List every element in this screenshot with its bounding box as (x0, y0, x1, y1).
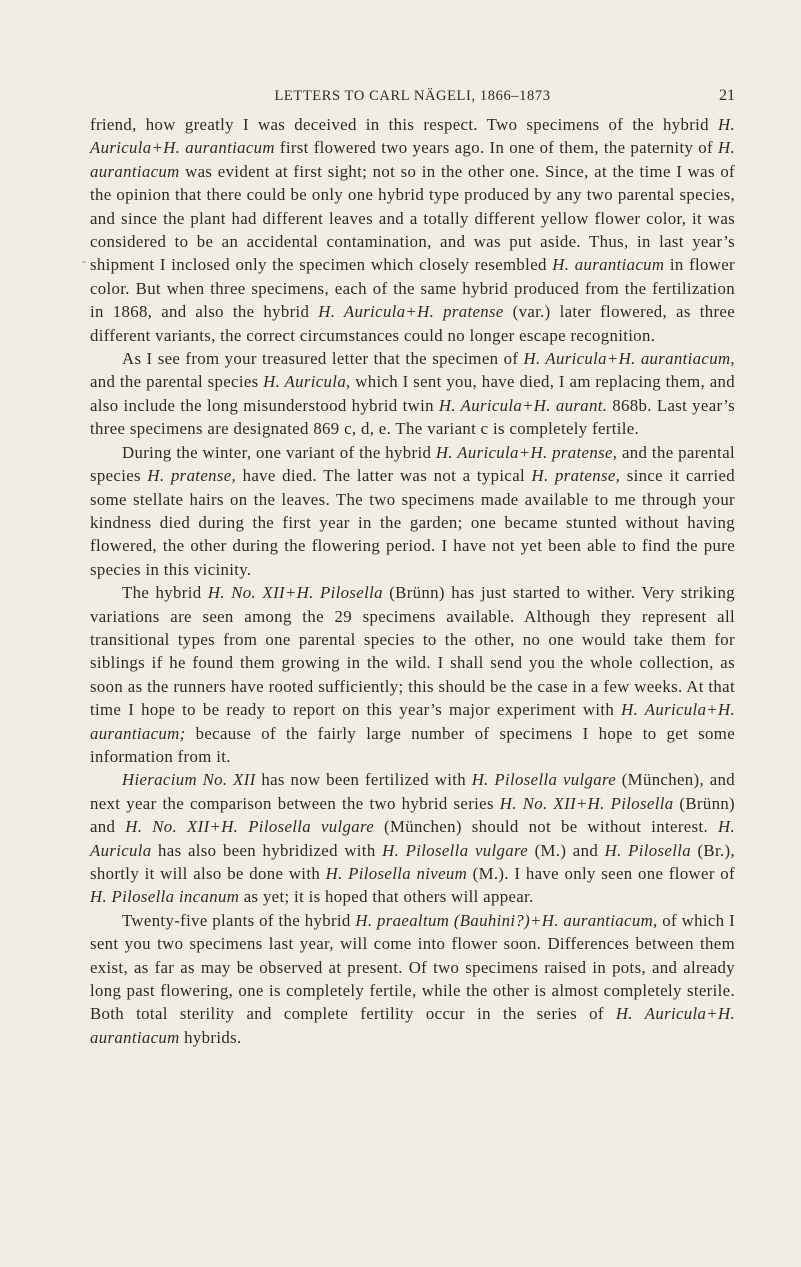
italic-taxon-name: H. aurantiacum (90, 138, 735, 181)
italic-taxon-name: H. pratense, (531, 466, 621, 486)
italic-taxon-name: H. pratense, (147, 466, 237, 486)
italic-taxon-name: H. Auricula+H. pratense, (435, 442, 618, 462)
text-run: was evident at first sight; not so in the other one. Since, at the time I was of the opinion that there could be only one hybrid type produced by any two parental species, and since the plant had different leaves and a totally different yellow flower color, it was considered to be an accidental contamination, and was put aside. Thus, in last year’s shipment I inclosed only the specimen which closely resembled (90, 161, 735, 275)
text-run: and the parental species (90, 372, 264, 392)
text-run: 868b. Last year’s three specimens are designated 869 c, d, e. The variant c is completely fertile. (90, 395, 735, 439)
page-number: 21 (719, 87, 735, 104)
text-run: of which I sent you two specimens last year, will come into flower soon. Differences between them exist, as far as may be observed at present. Of two specimens raised in pots, and already long past flowering, one is completely fertile, while the other is almost completely sterile. Both total sterility and complete fertility occur in the series of (90, 910, 736, 1024)
text-run: (München) should not be without interest. (374, 817, 718, 837)
text-run: in flower color. But when three specimens, each of the same hybrid produced from the fertilization in 1868, and also the hybrid (90, 255, 735, 322)
paragraph (90, 347, 735, 441)
italic-taxon-name: H. Auricula+H. aurantiacum (90, 115, 735, 158)
text-run: (M.) and (528, 840, 605, 860)
italic-taxon-name: H. Auricula (90, 817, 735, 860)
text-run: (München), and next year the comparison between the two hybrid series (90, 770, 735, 813)
paragraph (90, 113, 735, 347)
text-run: During the winter, one variant of the hybrid (122, 442, 436, 462)
text-run: As I see from your treasured letter that the specimen of (122, 349, 524, 369)
italic-taxon-name: H. Pilosella vulgare (471, 770, 617, 790)
body-text (90, 113, 735, 1049)
italic-taxon-name: H. Auricula+H. aurantiacum (90, 1004, 735, 1047)
text-run: and the parental species (90, 442, 736, 486)
paragraph (90, 581, 735, 768)
italic-taxon-name: H. Auricula+H. pratense (318, 302, 504, 322)
text-run: hybrids. (179, 1027, 242, 1047)
italic-taxon-name: Hieracium No. XII (122, 770, 256, 790)
text-run: (Brünn) and (90, 793, 735, 837)
text-run: (var.) later flowered, as three different variants, the correct circumstances could no longer escape recognition. (90, 302, 735, 345)
page-header (90, 88, 735, 112)
text-run: has now been fertilized with (255, 770, 472, 790)
text-run: (Br.), shortly it will also be done with (90, 840, 736, 883)
italic-taxon-name: H. No. XII+H. Pilosella (499, 793, 674, 813)
italic-taxon-name: H. No. XII+H. Pilosella vulgare (125, 817, 375, 837)
text-run: since it carried some stellate hairs on the leaves. The two specimens made available to me through your kindness died during the first year in the garden; one became stunted without having flowered, the other during the flowering period. I have not yet been able to find the pure species in this vicinity. (90, 466, 735, 579)
text-run: The hybrid (122, 583, 208, 603)
paragraph (90, 909, 735, 1049)
italic-taxon-name: H. Auricula+H. aurantiacum, (523, 349, 735, 369)
margin-speck: - (82, 254, 86, 268)
italic-taxon-name: H. No. XII+H. Pilosella (207, 583, 383, 603)
text-run: because of the fairly large number of specimens I hope to get some information from it. (90, 723, 735, 766)
italic-taxon-name: H. Auricula+H. aurant. (438, 395, 608, 415)
italic-taxon-name: H. aurantiacum (552, 255, 665, 275)
text-run: (Brünn) has just started to wither. Very striking variations are seen among the 29 specimens available. Although they represent all transitional types from one parental species to the other, no one would take them for siblings if he found them growing in the wild. I shall send you the whole collection, as soon as the runners have rooted sufficiently; this should be the case in a few weeks. At that time I hope to be ready to report on this year’s major experiment with (90, 583, 735, 720)
paragraph (90, 441, 735, 581)
italic-taxon-name: H. Pilosella niveum (325, 864, 468, 883)
text-run: Twenty-five plants of the hybrid (122, 910, 356, 930)
italic-taxon-name: H. Pilosella incanum (90, 887, 240, 907)
text-run: as yet; it is hoped that others will appear. (239, 887, 534, 907)
text-run: first flowered two years ago. In one of them, the paternity of (274, 138, 718, 158)
italic-taxon-name: H. praealtum (Bauhini?)+H. aurantiacum, (355, 910, 658, 930)
italic-taxon-name: H. Auricula, (263, 372, 351, 392)
running-head: LETTERS TO CARL NÄGELI, 1866–1873 (274, 88, 551, 104)
italic-taxon-name: H. Pilosella (604, 840, 691, 860)
paragraph (90, 768, 735, 908)
text-run: have died. The latter was not a typical (236, 466, 532, 486)
text-run: which I sent you, have died, I am replacing them, and also include the long misunderstood hybrid twin (90, 372, 736, 415)
italic-taxon-name: H. Pilosella vulgare (382, 840, 529, 860)
text-run: has also been hybridized with (151, 840, 383, 860)
italic-taxon-name: H. Auricula+H. aurantiacum; (90, 700, 735, 743)
text-run: friend, how greatly I was deceived in this respect. Two specimens of the hybrid (90, 115, 718, 134)
text-run: (M.). I have only seen one flower of (467, 864, 735, 883)
